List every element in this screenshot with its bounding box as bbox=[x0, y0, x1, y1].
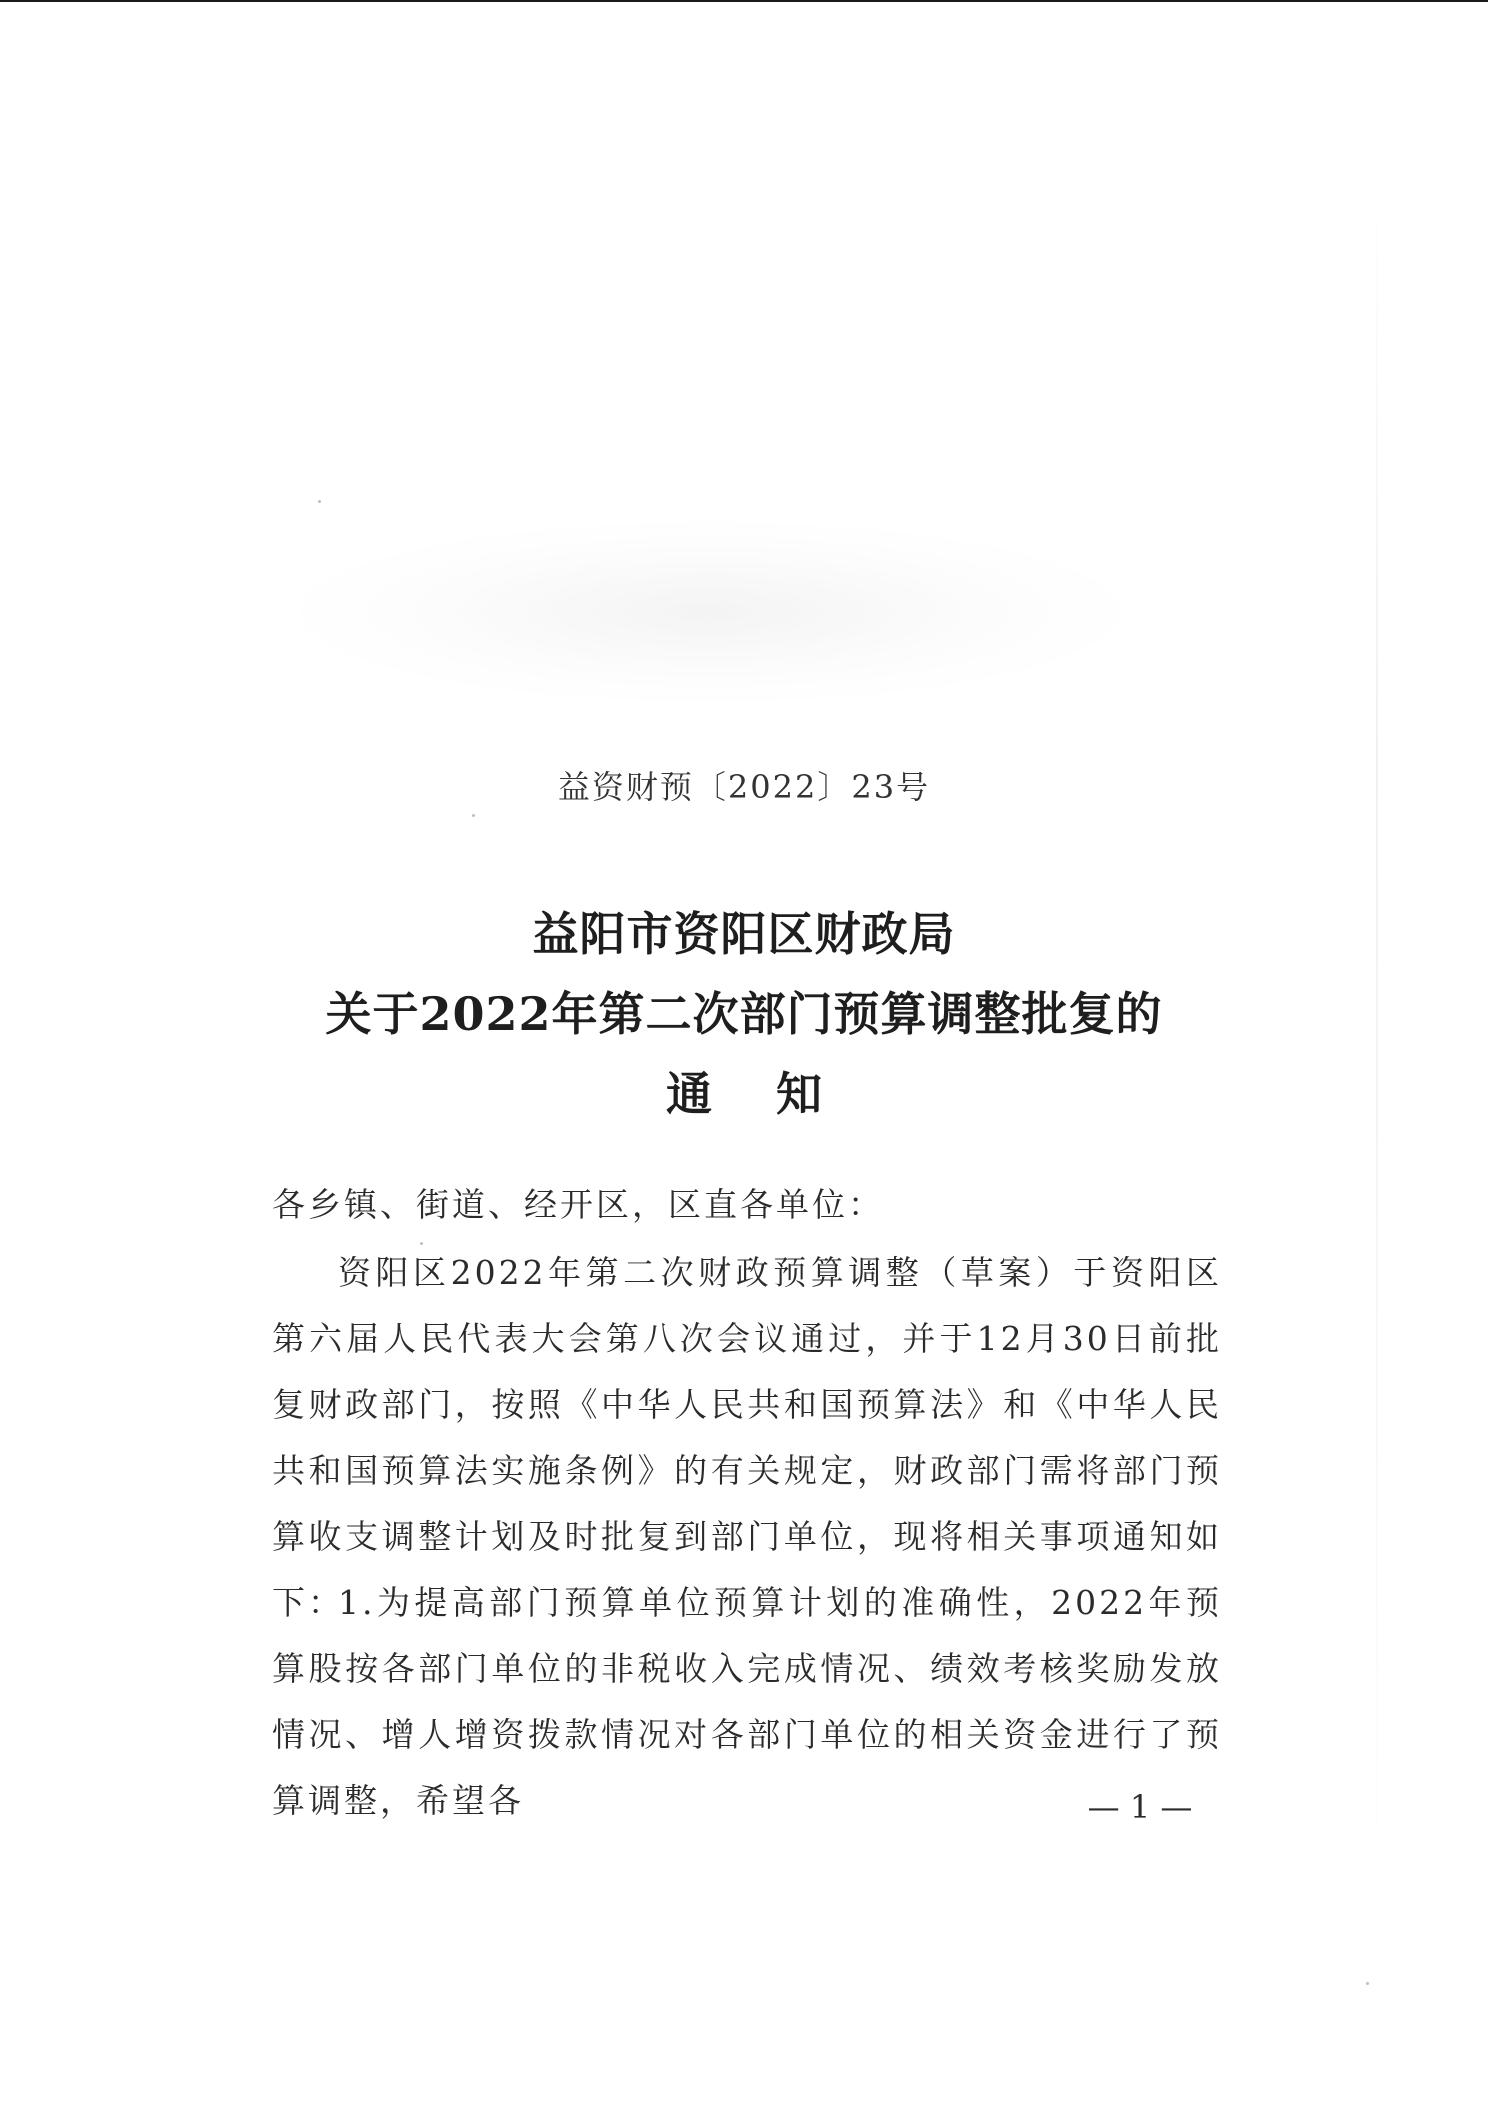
document-number: 益资财预〔2022〕23号 bbox=[557, 768, 931, 806]
scan-speck bbox=[318, 500, 321, 503]
scan-speck bbox=[472, 814, 475, 817]
document-title-line-3: 通知 bbox=[666, 1067, 886, 1121]
scan-speck bbox=[1366, 1982, 1369, 1985]
salutation: 各乡镇、街道、经开区，区直各单位： bbox=[272, 1185, 884, 1224]
document-title-line-2: 关于2022年第二次部门预算调整批复的 bbox=[325, 987, 1163, 1041]
body-paragraph: 1.为提高部门预算单位预算计划的准确性，2022年预算股按各部门单位的非税收入完成情况、绩效考核奖励发放情况、增人增资拨款情况对各部门单位的相关资金进行了预算调整，希望各 bbox=[272, 1583, 1222, 1820]
body-paragraph: 资阳区2022年第二次财政预算调整（草案）于资阳区第六届人民代表大会第八次会议通过，并于12月30日前批复财政部门，按照《中华人民共和国预算法》和《中华人民共和国预算法实施条例》的有关规定，财政部门需将部门预算收支调整计划及时批复到部门单位，现将相关事项通知如下： bbox=[272, 1253, 1222, 1622]
page-number: — 1 — bbox=[1087, 1788, 1193, 1826]
faded-letterhead bbox=[300, 522, 1120, 702]
scan-edge-shadow bbox=[1376, 162, 1378, 1942]
document-title-line-1: 益阳市资阳区财政局 bbox=[532, 907, 956, 961]
